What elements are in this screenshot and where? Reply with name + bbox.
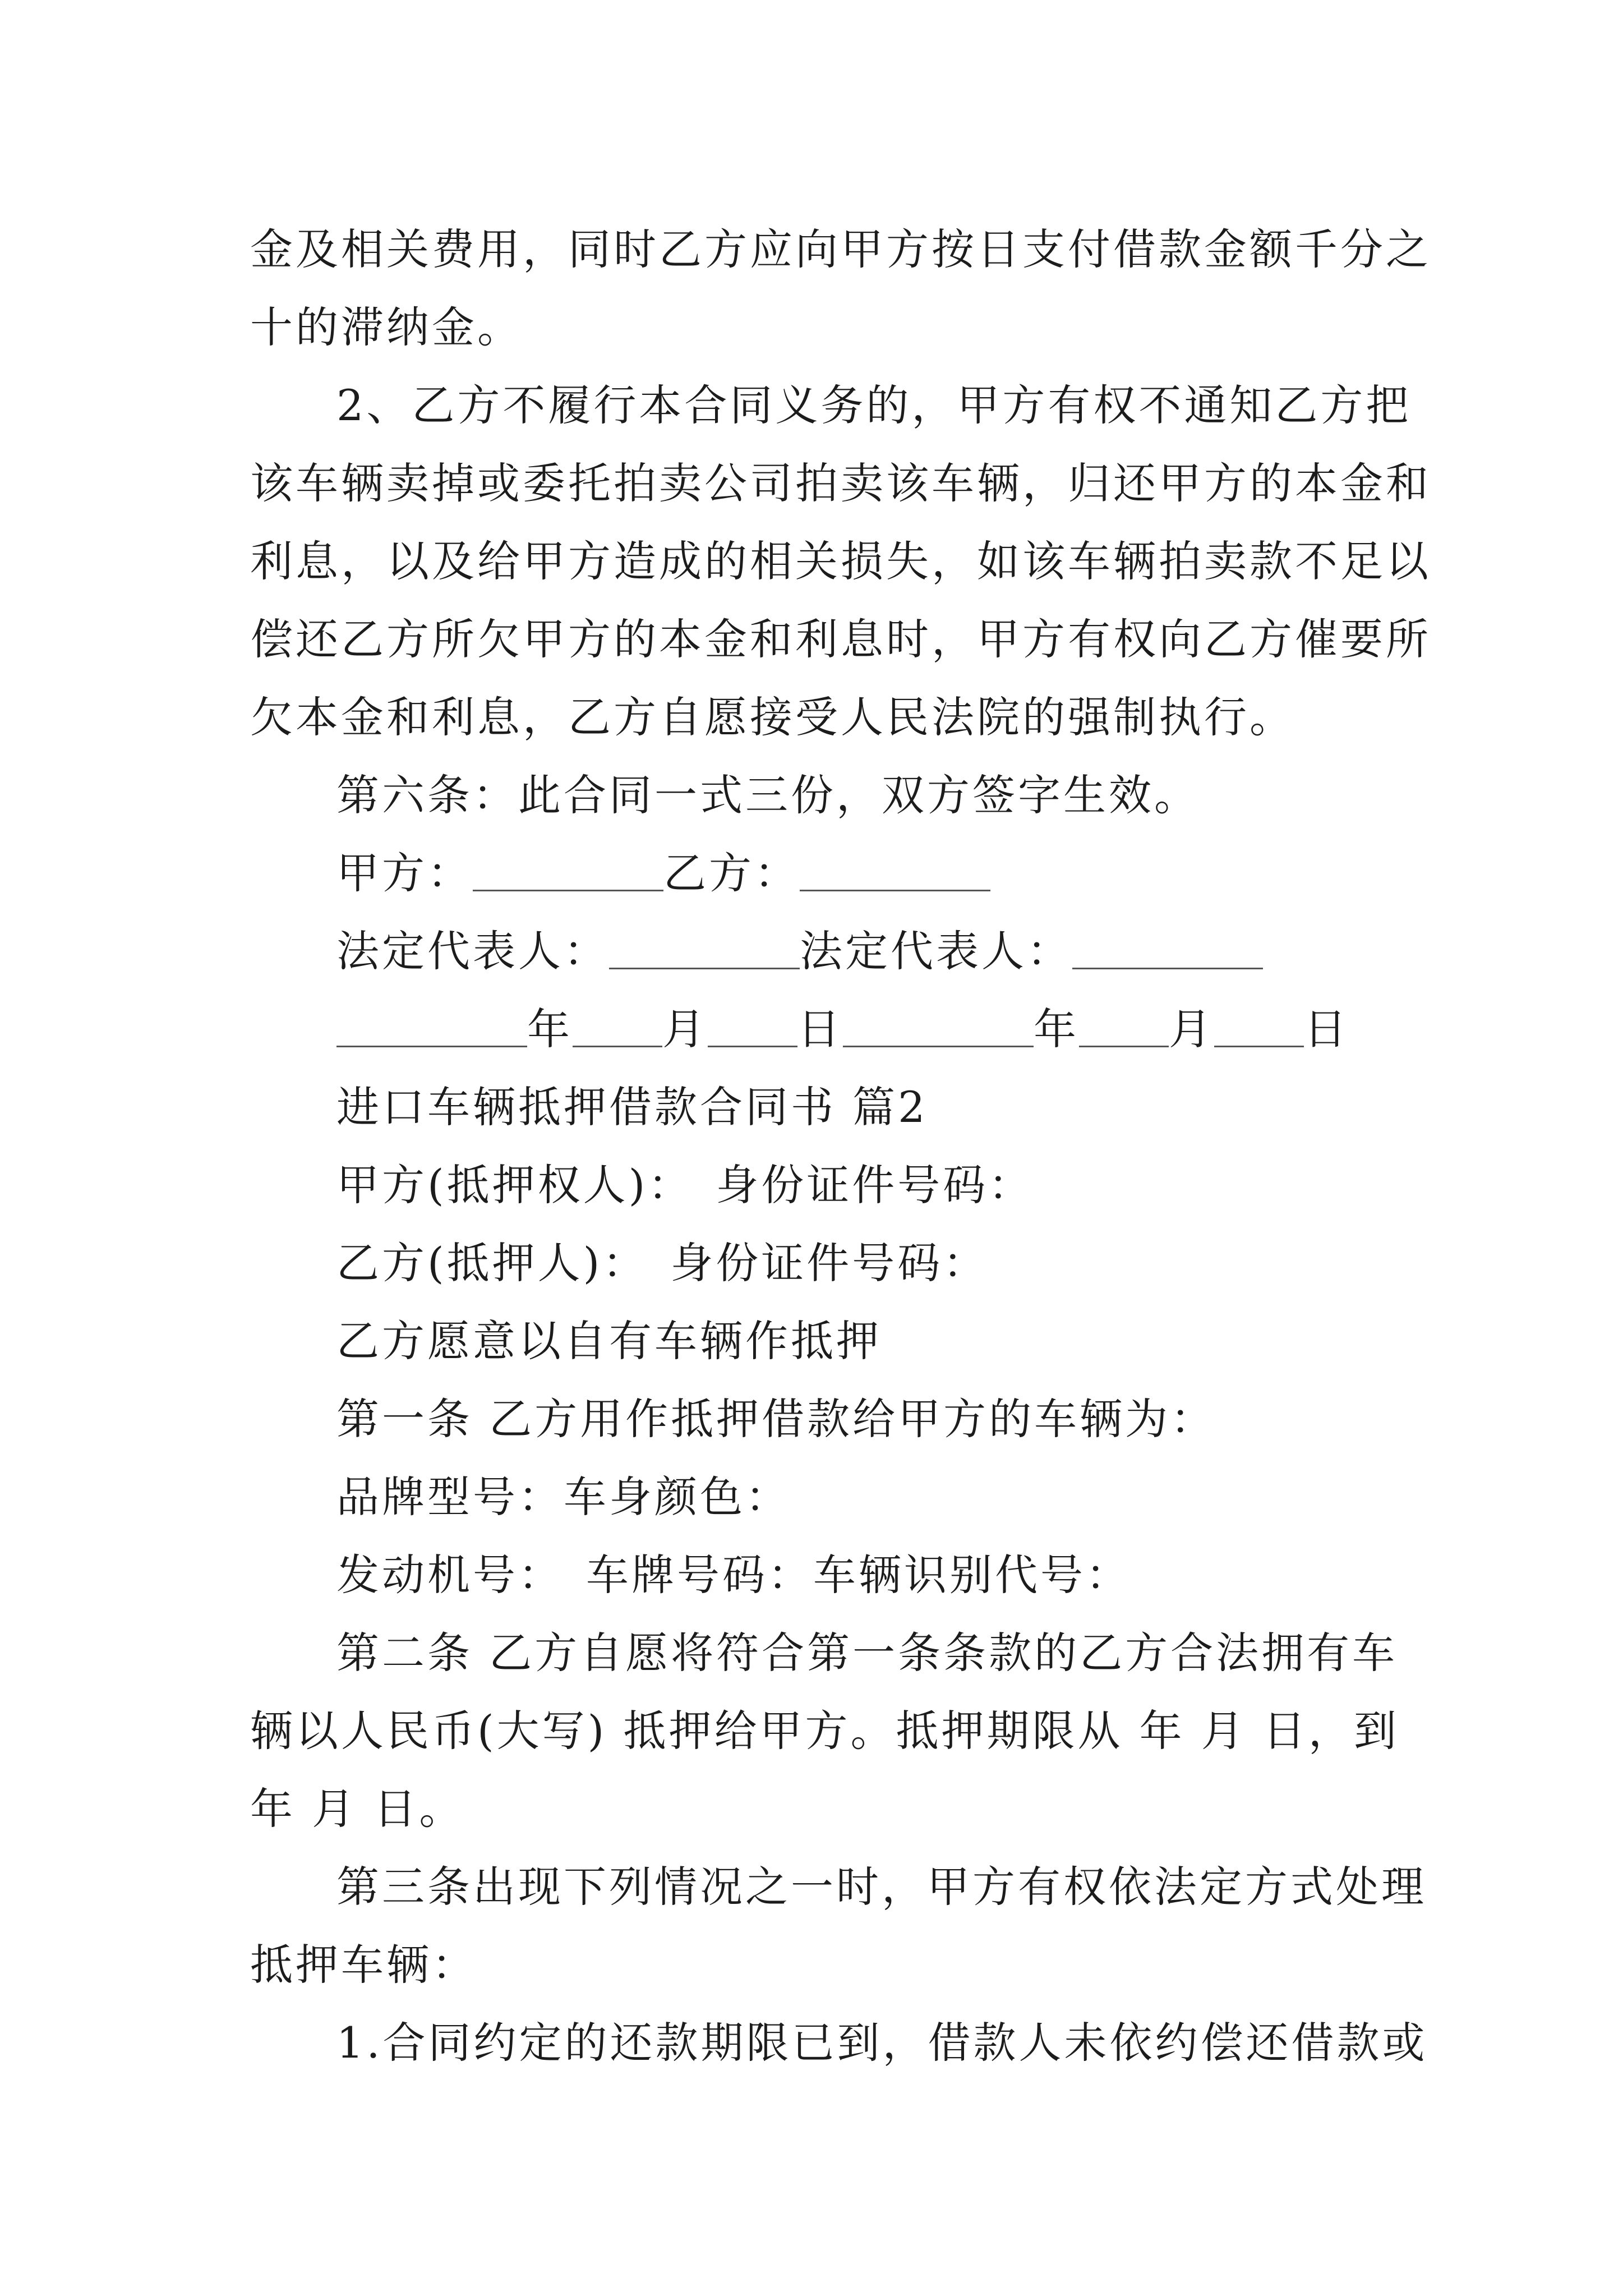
month-b-blank[interactable]: [1079, 1007, 1169, 1047]
text-line: 辆以人民币(大写) 抵押给甲方。抵押期限从 年 月 日，到: [250, 1706, 1399, 1756]
text-line: 抵押车辆：: [250, 1940, 477, 1990]
plate-label: 车牌号码：: [586, 1550, 813, 1600]
month-a-label: 月: [662, 1004, 708, 1054]
text-line: 该车辆卖掉或委托拍卖公司拍卖该车辆，归还甲方的本金和: [250, 458, 1431, 508]
party-b-label: 乙方：: [663, 848, 800, 898]
legal-rep-row: [250, 912, 1389, 990]
text-line: 偿还乙方所欠甲方的本金和利息时，甲方有权向乙方催要所: [250, 614, 1431, 664]
article-6: 第六条：此合同一式三份，双方签字生效。: [336, 770, 1200, 820]
vehicle-engine-row: [250, 1536, 1389, 1614]
text-line: 第二条 乙方自愿将符合第一条条款的乙方合法拥有车: [336, 1628, 1398, 1678]
day-a-blank[interactable]: [708, 1007, 797, 1047]
legal-rep-a-blank[interactable]: [609, 930, 800, 969]
signature-parties-row: [250, 834, 1389, 912]
day-b-label: 日: [1304, 1004, 1349, 1054]
day-a-label: 日: [797, 1004, 843, 1054]
intro-line: 乙方愿意以自有车辆作抵押: [336, 1316, 882, 1366]
section-title: 进口车辆抵押借款合同书 篇2: [336, 1082, 928, 1132]
legal-rep-b-label: 法定代表人：: [800, 926, 1072, 976]
text-line: 1.合同约定的还款期限已到，借款人未依约偿还借款或: [336, 2018, 1428, 2068]
text-line: 第三条出现下列情况之一时，甲方有权依法定方式处理: [336, 1862, 1427, 1912]
text-line: 2、乙方不履行本合同义务的，甲方有权不通知乙方把: [336, 380, 1412, 430]
party-b-id-label: 身份证件号码：: [670, 1238, 989, 1288]
party-a-row: [250, 1146, 1389, 1224]
party-a-id-label: 身份证件号码：: [716, 1160, 1034, 1210]
text-line: 欠本金和利息，乙方自愿接受人民法院的强制执行。: [250, 692, 1295, 742]
party-b-row: [250, 1224, 1389, 1302]
party-a-signature-blank[interactable]: [473, 852, 663, 891]
year-b-blank[interactable]: [843, 1007, 1034, 1047]
signature-dates-row: [250, 990, 1389, 1068]
month-b-label: 月: [1169, 1004, 1214, 1054]
party-a-role-label: 甲方(抵押权人)：: [336, 1160, 694, 1210]
brand-label: 品牌型号：: [336, 1472, 564, 1522]
party-b-signature-blank[interactable]: [800, 852, 990, 891]
year-b-label: 年: [1034, 1004, 1079, 1054]
vehicle-brand-row: [250, 1458, 1389, 1536]
color-label: 车身颜色：: [564, 1472, 791, 1522]
legal-rep-a-label: 法定代表人：: [336, 926, 609, 976]
vin-label: 车辆识别代号：: [813, 1550, 1131, 1600]
text-line: 年 月 日。: [250, 1784, 465, 1834]
year-a-label: 年: [527, 1004, 573, 1054]
day-b-blank[interactable]: [1214, 1007, 1304, 1047]
document-body: [250, 210, 1431, 2082]
text-line: 十的滞纳金。: [250, 302, 523, 352]
text-line: 利息，以及给甲方造成的相关损失，如该车辆拍卖款不足以: [250, 536, 1431, 586]
legal-rep-b-blank[interactable]: [1072, 930, 1263, 969]
engine-label: 发动机号：: [336, 1550, 564, 1600]
year-a-blank[interactable]: [336, 1007, 527, 1047]
party-a-label: 甲方：: [336, 848, 473, 898]
article-1-title: 第一条 乙方用作抵押借款给甲方的车辆为：: [336, 1394, 1216, 1444]
month-a-blank[interactable]: [573, 1007, 662, 1047]
text-line: 金及相关费用，同时乙方应向甲方按日支付借款金额千分之: [250, 224, 1431, 274]
party-b-role-label: 乙方(抵押人)：: [336, 1238, 648, 1288]
